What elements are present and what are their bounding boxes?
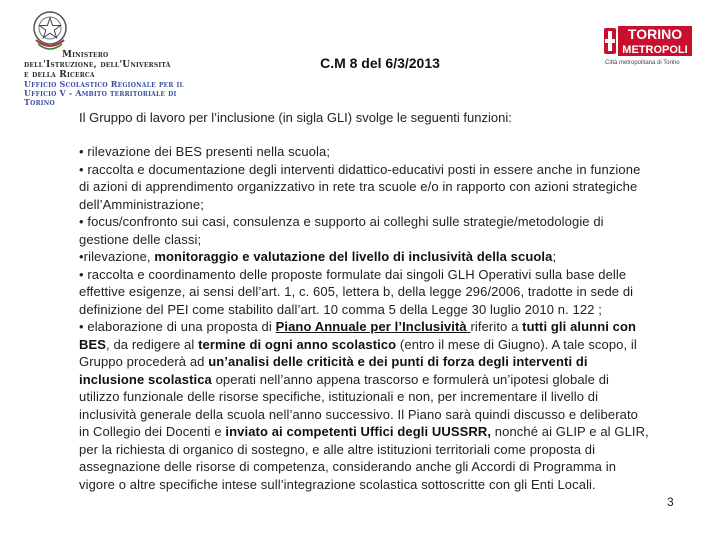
list-item: • focus/confronto sui casi, consulenza e supporto ai colleghi sulle strategie/metodologie di gestione delle classi; [79,214,604,247]
ministry-line-2: dell'Istruzione, dell'Università [24,60,171,70]
ministry-line-3: e della Ricerca [24,70,95,80]
metro-logo-line1: TORINO [627,26,683,42]
metro-logo-line2: METROPOLI [622,44,688,56]
emphasis: tutti gli alunni con BES [79,319,637,352]
text-run: nonché ai GLIP e al GLIR, per la richiesta di organico di sostegno, e alle altre istituzioni territoriali come proposta di assegnazione delle risorse di competenza, considerando anche gli Accordi di Programma in vigore o altre specifiche intese sull’integrazione scolastica sottoscritte con gli Enti Locali. [79,424,649,492]
emphasis [276,319,471,334]
ministry-line-4: Ufficio Scolastico Regionale per il [24,79,184,89]
list-item [79,318,651,493]
functions-list [79,143,651,493]
metro-subtitle: Città metropolitana di Torino [605,60,680,66]
list-item: • rilevazione dei BES presenti nella scuola; [79,144,331,159]
list-item: • raccolta e documentazione degli interventi didattico-educativi posti in essere anche in funzione di azioni di apprendimento organizzativo in rete tra scuole e/o in rapporto con azioni strategiche dell’Amministrazione; [79,161,641,212]
text-run: riferito a [470,319,523,334]
text-run: • elaborazione di una proposta di [79,319,276,334]
page-title: C.M 8 del 6/3/2013 [320,55,440,71]
ministry-line-1: Ministero [62,50,109,60]
text-run: operati nell’anno appena trascorso e formulerà un’ipotesi globale di utilizzo funzionale delle risorse specifiche, istituzionali e non, per incrementare il livello di inclusività generale della scuola nell’anno successivo. Il Piano sarà quindi discusso e deliberato in Collegio dei Docenti e [79,371,639,439]
page-number: 3 [667,495,674,509]
text-run: ; [552,249,557,264]
text-run: , da redigere al [106,336,199,352]
text-run: •rilevazione, [79,249,155,264]
list-item: • raccolta e coordinamento delle proposte formulate dai singoli GLH Operativi sulla base delle effettive esigenze, ai sensi dell’art. 1, c. 605, lettera b, della legge 296/2006, tradotte in sede di definizione del PEI come stabilito dall’art. 10 comma 5 della Legge 30 luglio 2010 n. 122 ; [79,266,634,317]
emphasis: inviato ai competenti Uffici degli UUSSRR, [225,424,492,439]
emphasis: monitoraggio e valutazione del livello di inclusività della scuola [154,249,553,264]
emphasis: un’analisi delle criticità e dei punti di forza degli interventi di inclusione scolastica [79,354,588,387]
ministry-line-5: Ufficio V - Ambito territoriale di Torino [24,88,177,107]
underlined-emphasis: Piano Annuale per l’Inclusività [275,319,471,334]
list-item [79,248,651,266]
intro-text: Il Gruppo di lavoro per l’inclusione (in sigla GLI) svolge le seguenti funzioni: [79,110,512,125]
italian-republic-emblem-icon [30,8,70,52]
text-run: (entro il mese di Giugno). A tale scopo, il Gruppo procederà ad [79,336,637,369]
emphasis: termine di ogni anno scolastico [198,336,397,352]
